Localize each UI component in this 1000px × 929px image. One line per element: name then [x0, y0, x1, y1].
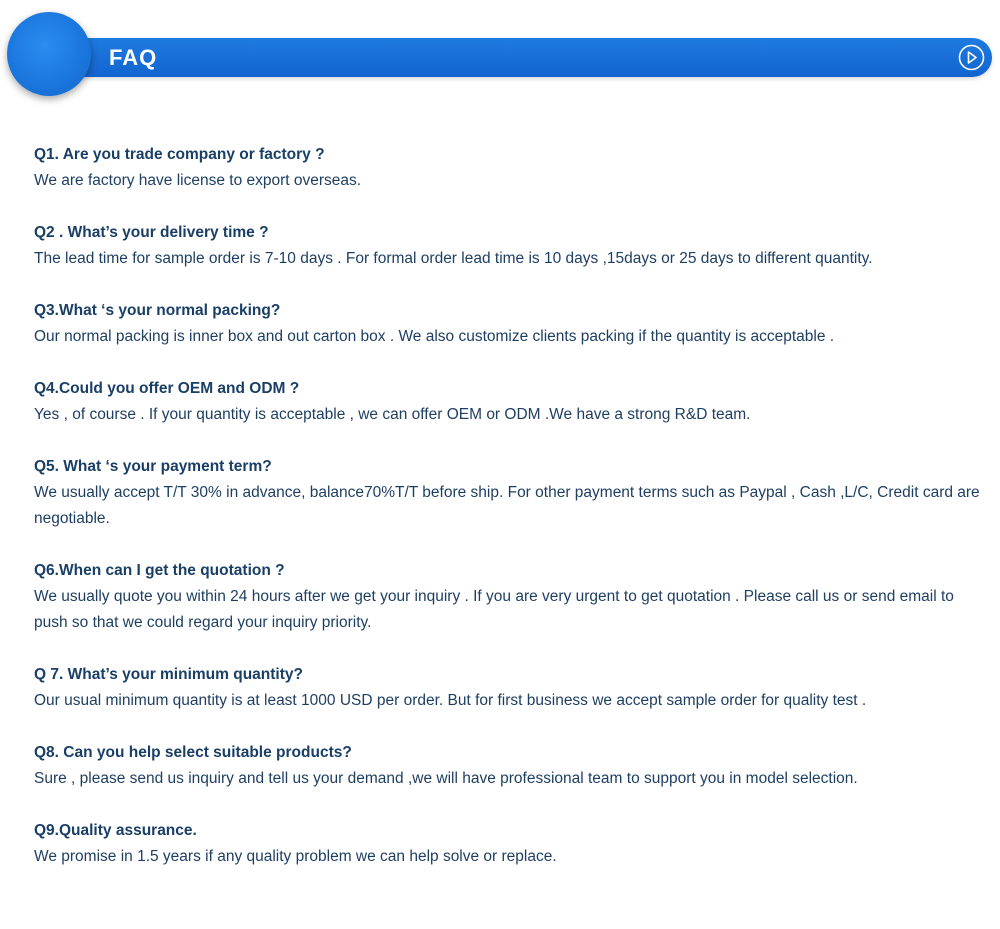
- faq-answer: The lead time for sample order is 7-10 days . For formal order lead time is 10 days ,15days or 25 days to different quantity.: [34, 250, 873, 267]
- faq-question: Q6.When can I get the quotation ?: [34, 562, 285, 579]
- faq-question: Q2 . What’s your delivery time ?: [34, 224, 269, 241]
- faq-item: [34, 376, 984, 428]
- faq-question: Q1. Are you trade company or factory ?: [34, 146, 325, 163]
- header-bar: [60, 38, 992, 77]
- faq-answer: We usually accept T/T 30% in advance, balance70%T/T before ship. For other payment terms such as Paypal , Cash ,L/C, Credit card are negotiable.: [34, 484, 980, 527]
- faq-answer: We promise in 1.5 years if any quality problem we can help solve or replace.: [34, 848, 557, 865]
- faq-question: Q9.Quality assurance.: [34, 822, 197, 839]
- faq-item: [34, 454, 984, 532]
- faq-answer: Yes , of course . If your quantity is acceptable , we can offer OEM or ODM .We have a strong R&D team.: [34, 406, 751, 423]
- faq-question: Q8. Can you help select suitable products?: [34, 744, 352, 761]
- faq-answer: Our usual minimum quantity is at least 1000 USD per order. But for first business we accept sample order for quality test .: [34, 692, 867, 709]
- faq-question: Q4.Could you offer OEM and ODM ?: [34, 380, 300, 397]
- faq-item: [34, 558, 984, 636]
- faq-question: Q 7. What’s your minimum quantity?: [34, 666, 303, 683]
- faq-answer: Our normal packing is inner box and out carton box . We also customize clients packing if the quantity is acceptable .: [34, 328, 835, 345]
- faq-question: Q5. What ‘s your payment term?: [34, 458, 272, 475]
- page-title: FAQ: [109, 45, 158, 70]
- faq-item: [34, 298, 984, 350]
- faq-question: Q3.What ‘s your normal packing?: [34, 302, 281, 319]
- faq-item: [34, 662, 984, 714]
- faq-item: [34, 740, 984, 792]
- faq-item: [34, 142, 984, 194]
- faq-header: [0, 0, 1000, 110]
- faq-answer: Sure , please send us inquiry and tell us your demand ,we will have professional team to support you in model selection.: [34, 770, 858, 787]
- faq-answer: We are factory have license to export overseas.: [34, 172, 362, 189]
- faq-item: [34, 818, 984, 870]
- play-circle-icon[interactable]: [958, 44, 985, 71]
- faq-item: [34, 220, 984, 272]
- faq-answer: We usually quote you within 24 hours after we get your inquiry . If you are very urgent to get quotation . Please call us or send email to push so that we could regard your inquiry priority.: [34, 588, 954, 631]
- faq-list: [34, 142, 984, 896]
- header-circle-decoration: [7, 12, 91, 96]
